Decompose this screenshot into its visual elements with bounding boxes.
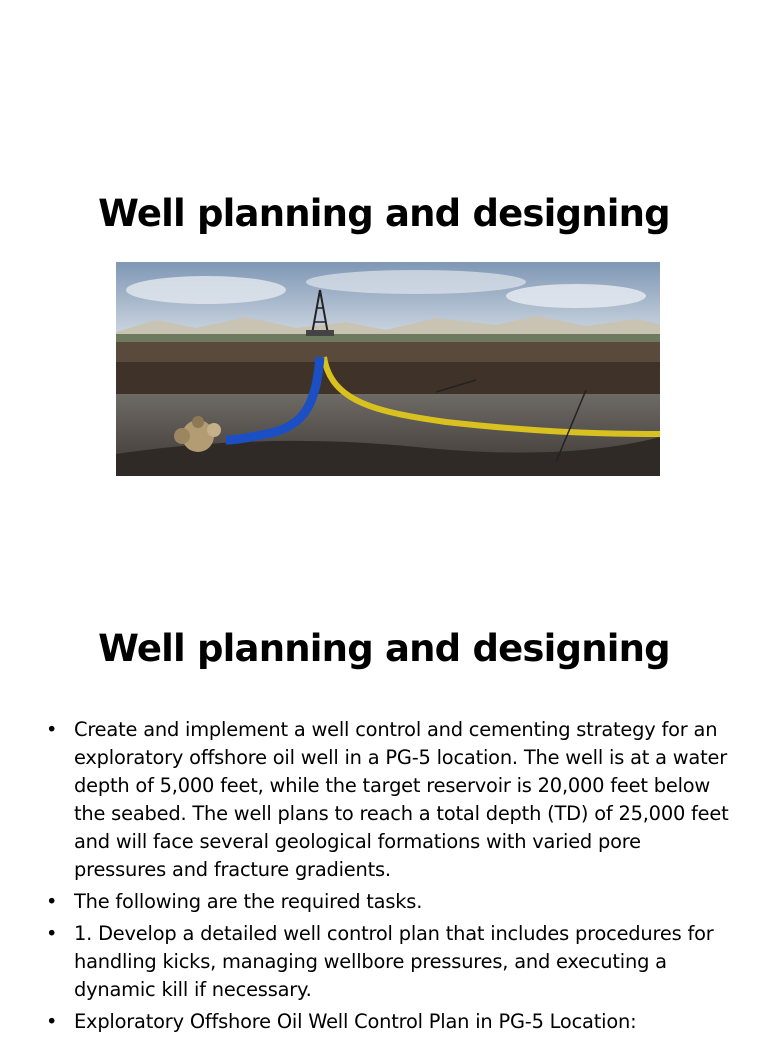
drilling-rig-illustration	[116, 262, 660, 476]
bullet-icon: •	[46, 718, 58, 741]
bullet-text: Exploratory Offshore Oil Well Control Plan in PG-5 Location:	[74, 1010, 637, 1033]
slide-title: Well planning and designing	[98, 627, 670, 670]
bullet-item	[46, 920, 736, 1004]
slide-2	[0, 512, 768, 1033]
bullet-icon: •	[46, 890, 58, 913]
bullet-text: Create and implement a well control and cementing strategy for an exploratory offshore oil well in a PG-5 location. The well is at a water depth of 5,000 feet, while the target reservoir is 20,000 feet below the seabed. The well plans to reach a total depth (TD) of 25,000 feet and will face several geological formations with varied pore pressures and fracture gradients.	[74, 718, 729, 881]
bullet-text: 1. Develop a detailed well control plan that includes procedures for handling kicks, managing wellbore pressures, and executing a dynamic kill if necessary.	[74, 922, 714, 1001]
bullet-icon: •	[46, 922, 58, 945]
bullet-list	[46, 716, 736, 1040]
bullet-item	[46, 1008, 736, 1036]
slide-1	[0, 0, 768, 512]
bullet-icon: •	[46, 1010, 58, 1033]
bullet-text: The following are the required tasks.	[74, 890, 423, 913]
slide-title: Well planning and designing	[98, 192, 670, 235]
bullet-item	[46, 888, 736, 916]
bullet-item	[46, 716, 736, 884]
